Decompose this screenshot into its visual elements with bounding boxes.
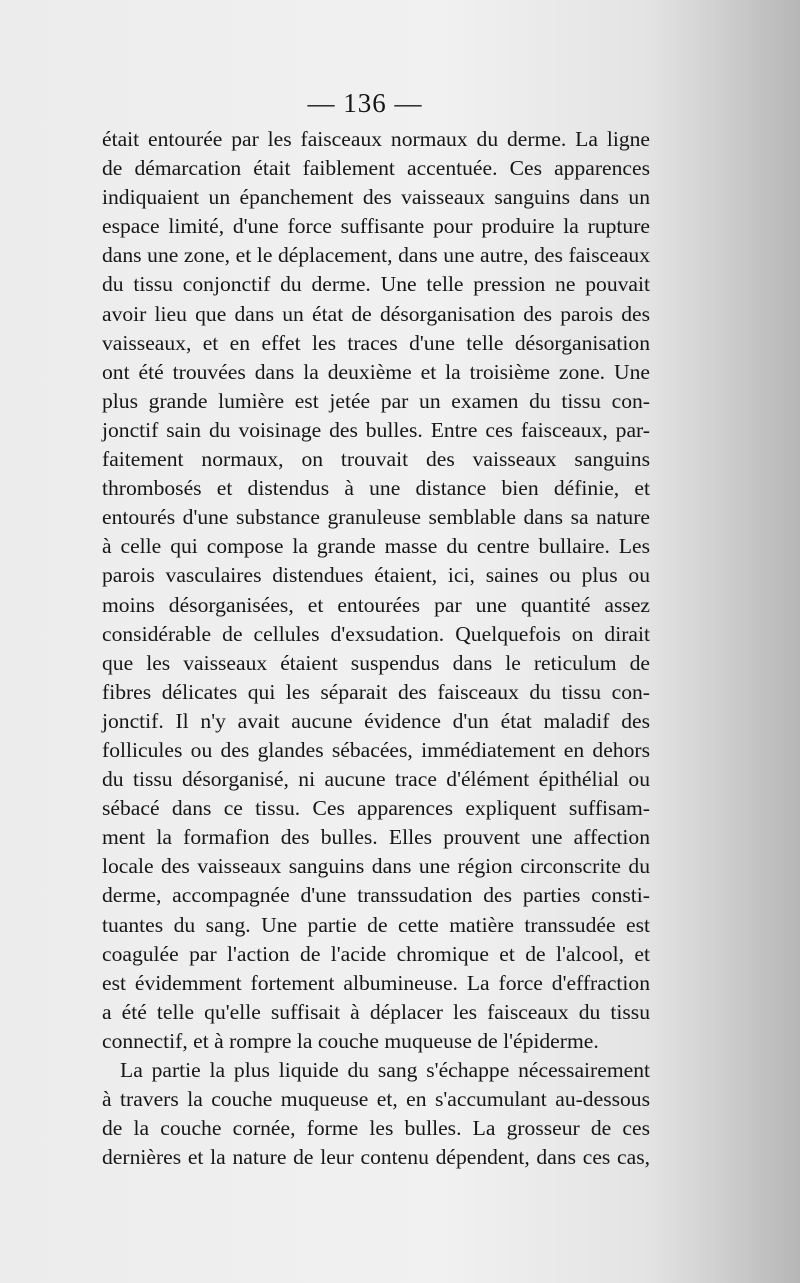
text-line: du tissu conjonctif du derme. Une telle pression ne pouvait xyxy=(102,272,650,297)
text-line: tuantes du sang. Une partie de cette matière transsudée est xyxy=(102,912,650,937)
text-line: que les vaisseaux étaient suspendus dans le reticulum de xyxy=(102,650,650,675)
text-line: jonctif. Il n'y avait aucune évidence d'un état maladif des xyxy=(102,708,650,733)
text-line: ont été trouvées dans la deuxième et la troisième zone. Une xyxy=(102,359,650,384)
text-line: vaisseaux, et en effet les traces d'une telle désorganisation xyxy=(102,330,650,355)
text-line: avoir lieu que dans un état de désorganisation des parois des xyxy=(102,301,650,326)
text-line: La partie la plus liquide du sang s'échappe nécessairement xyxy=(120,1058,650,1082)
text-line: indiquaient un épanchement des vaisseaux sanguins dans un xyxy=(102,185,650,210)
text-line: coagulée par l'action de l'acide chromique et de l'alcool, et xyxy=(102,941,650,966)
text-line: jonctif sain du voisinage des bulles. Entre ces faisceaux, par- xyxy=(102,417,650,442)
page-edge-shadow xyxy=(650,0,800,1283)
text-line: plus grande lumière est jetée par un examen du tissu con- xyxy=(102,388,650,413)
text-line: moins désorganisées, et entourées par une quantité assez xyxy=(102,592,650,617)
text-line: connectif, et à rompre la couche muqueuse de l'épiderme. xyxy=(102,1028,599,1053)
text-line: ment la formafion des bulles. Elles prouvent une affection xyxy=(102,825,650,850)
text-line: était entourée par les faisceaux normaux du derme. La ligne xyxy=(102,127,650,151)
body-text xyxy=(102,125,650,1172)
text-line: espace limité, d'une force suffisante pour produire la rupture xyxy=(102,214,650,239)
text-line: thrombosés et distendus à une distance bien définie, et xyxy=(102,476,650,501)
text-line: du tissu désorganisé, ni aucune trace d'élément épithélial ou xyxy=(102,767,650,792)
text-line: locale des vaisseaux sanguins dans une région circonscrite du xyxy=(102,854,650,879)
text-line: faitement normaux, on trouvait des vaisseaux sanguins xyxy=(102,447,650,472)
text-line: parois vasculaires distendues étaient, ici, saines ou plus ou xyxy=(102,563,650,588)
text-line: à celle qui compose la grande masse du centre bullaire. Les xyxy=(102,534,650,559)
text-line: a été telle qu'elle suffisait à déplacer les faisceaux du tissu xyxy=(102,999,650,1024)
text-line: dernières et la nature de leur contenu dépendent, dans ces cas, xyxy=(102,1145,650,1170)
text-line: de la couche cornée, forme les bulles. La grosseur de ces xyxy=(102,1116,650,1141)
text-line: à travers la couche muqueuse et, en s'accumulant au-dessous xyxy=(102,1087,650,1112)
text-line: derme, accompagnée d'une transsudation des parties consti- xyxy=(102,883,650,908)
text-line: follicules ou des glandes sébacées, immédiatement en dehors xyxy=(102,737,650,762)
text-line: fibres délicates qui les séparait des faisceaux du tissu con- xyxy=(102,679,650,704)
text-line: sébacé dans ce tissu. Ces apparences expliquent suffisam- xyxy=(102,796,650,821)
page-number: — 136 — xyxy=(307,88,423,118)
text-line: considérable de cellules d'exsudation. Quelquefois on dirait xyxy=(102,621,650,646)
text-line: est évidemment fortement albumineuse. La force d'effraction xyxy=(102,970,650,995)
text-line: de démarcation était faiblement accentuée. Ces apparences xyxy=(102,156,650,181)
text-line: dans une zone, et le déplacement, dans une autre, des faisceaux xyxy=(102,243,650,268)
text-line: entourés d'une substance granuleuse semblable dans sa nature xyxy=(102,505,650,530)
